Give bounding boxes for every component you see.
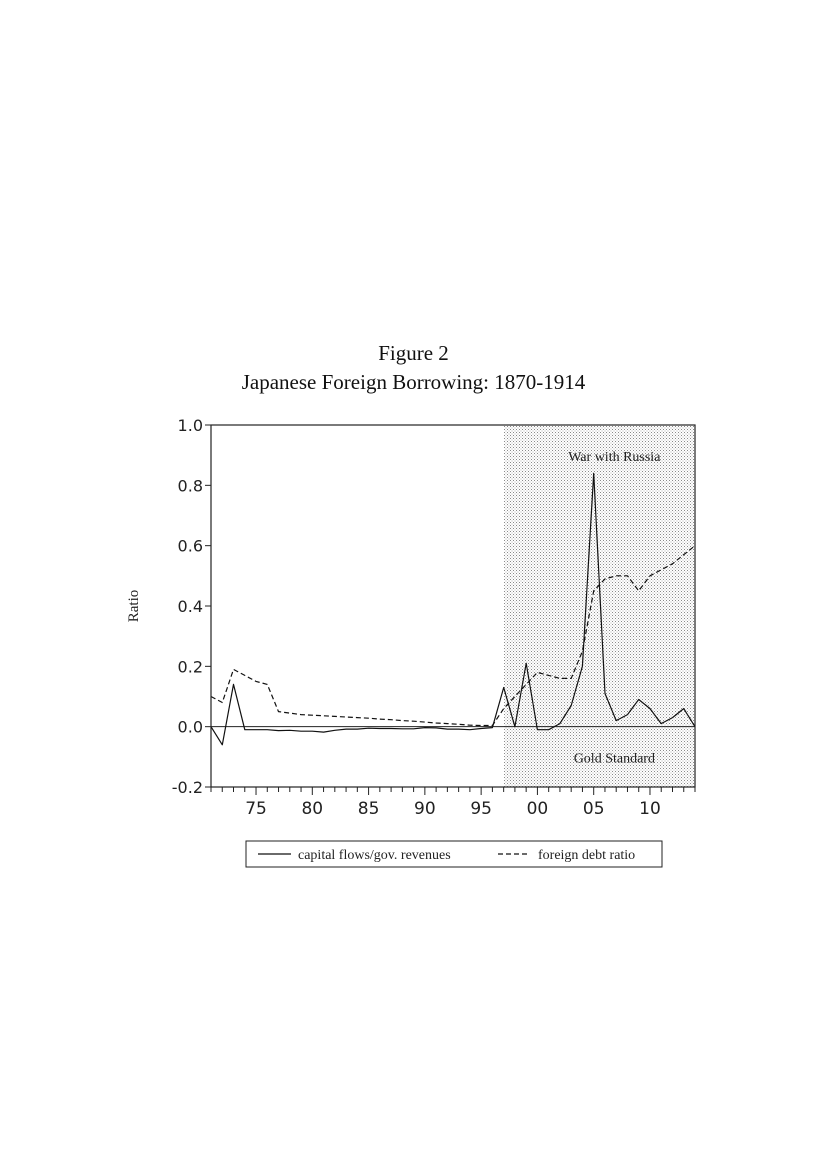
- x-tick-label: 80: [301, 799, 324, 819]
- y-tick-label: 0.6: [177, 536, 203, 556]
- y-tick-label: 0.0: [177, 717, 203, 737]
- x-tick-label: 05: [582, 799, 605, 819]
- x-tick-label: 85: [357, 799, 380, 819]
- y-tick-label: 0.8: [177, 476, 203, 496]
- figure-title: Japanese Foreign Borrowing: 1870-1914: [241, 370, 586, 394]
- x-tick-label: 10: [639, 799, 661, 819]
- legend-label-foreign-debt-ratio: foreign debt ratio: [538, 848, 636, 863]
- annotation-war-with-russia: War with Russia: [568, 450, 661, 465]
- y-axis-label: Ratio: [126, 589, 142, 623]
- y-tick-label: -0.2: [171, 778, 203, 797]
- y-tick-label: 0.4: [177, 597, 203, 616]
- x-tick-label: 90: [414, 799, 436, 819]
- x-tick-label: 75: [245, 799, 267, 819]
- y-tick-label: 0.2: [177, 657, 203, 677]
- x-tick-label: 95: [470, 799, 492, 819]
- x-tick-label: 00: [526, 799, 549, 819]
- figure-label: Figure 2: [378, 341, 449, 365]
- legend-label-capital-flows: capital flows/gov. revenues: [298, 848, 451, 863]
- y-tick-label: 1.0: [177, 416, 203, 435]
- shaded-region: [504, 425, 695, 787]
- annotation-gold-standard: Gold Standard: [573, 751, 655, 767]
